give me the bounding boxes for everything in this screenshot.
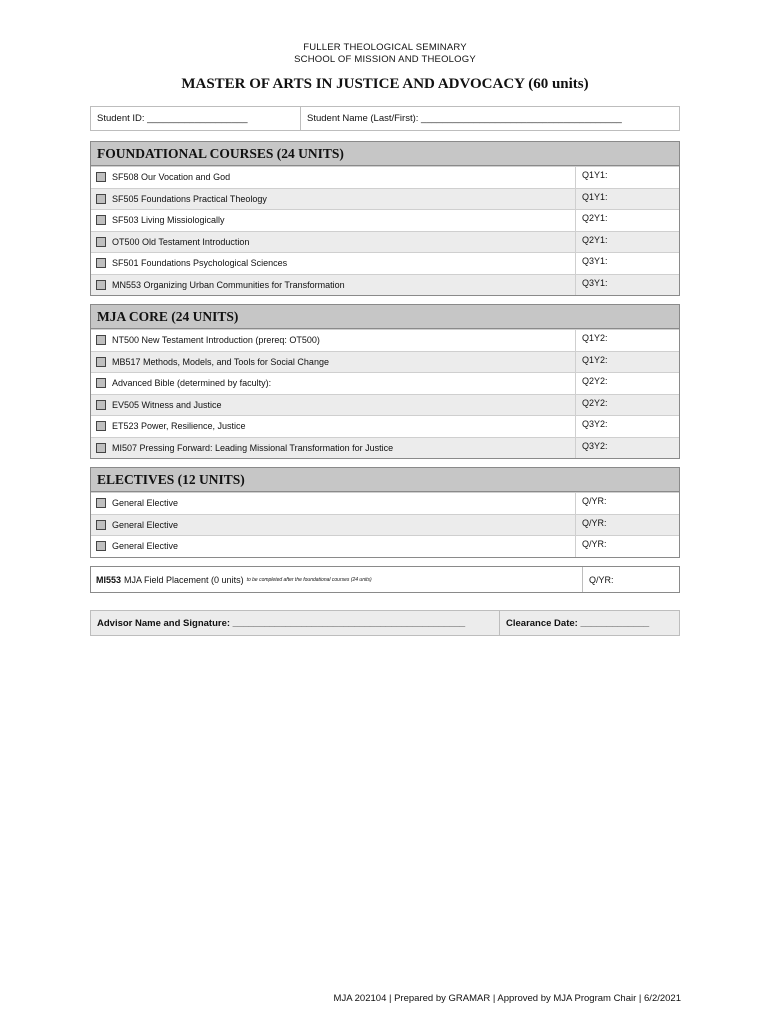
placement-note: to be completed after the foundational courses (24 units) bbox=[246, 576, 372, 583]
course-name: OT500 Old Testament Introduction bbox=[112, 236, 250, 247]
checkbox[interactable] bbox=[96, 172, 106, 182]
course-row bbox=[91, 252, 679, 274]
checkbox[interactable] bbox=[96, 421, 106, 431]
course-row bbox=[91, 492, 679, 514]
student-id-field[interactable]: Student ID: ___________________ bbox=[91, 107, 301, 130]
course-row bbox=[91, 274, 679, 296]
term-field[interactable]: Q1Y2: bbox=[575, 352, 679, 373]
section-electives bbox=[90, 467, 680, 558]
course-name: Advanced Bible (determined by faculty): bbox=[112, 378, 272, 389]
course-name: SF508 Our Vocation and God bbox=[112, 172, 231, 183]
advisor-signature-field[interactable]: Advisor Name and Signature: ____________________________________________ bbox=[91, 611, 500, 635]
placement-code: MI553 bbox=[96, 574, 122, 585]
placement-name: MJA Field Placement (0 units) bbox=[124, 574, 244, 585]
checkbox[interactable] bbox=[96, 335, 106, 345]
course-name: SF503 Living Missiologically bbox=[112, 215, 225, 226]
section-title: MJA CORE (24 UNITS) bbox=[91, 305, 679, 329]
course-row bbox=[91, 415, 679, 437]
term-field[interactable]: Q3Y2: bbox=[575, 416, 679, 437]
course-name: MB517 Methods, Models, and Tools for Social Change bbox=[112, 356, 329, 367]
term-field[interactable]: Q3Y1: bbox=[575, 253, 679, 274]
course-row bbox=[91, 231, 679, 253]
course-name: NT500 New Testament Introduction (prereq: OT500) bbox=[112, 335, 320, 346]
checkbox[interactable] bbox=[96, 237, 106, 247]
course-row bbox=[91, 329, 679, 351]
checkbox[interactable] bbox=[96, 280, 106, 290]
student-info-row bbox=[90, 106, 680, 131]
checkbox[interactable] bbox=[96, 194, 106, 204]
section-title: FOUNDATIONAL COURSES (24 UNITS) bbox=[91, 142, 679, 166]
checkbox[interactable] bbox=[96, 258, 106, 268]
course-row bbox=[91, 394, 679, 416]
course-row bbox=[91, 166, 679, 188]
checkbox[interactable] bbox=[96, 443, 106, 453]
field-placement-row bbox=[90, 566, 680, 593]
course-name: MN553 Organizing Urban Communities for Transformation bbox=[112, 279, 345, 290]
checkbox[interactable] bbox=[96, 357, 106, 367]
term-field[interactable]: Q1Y1: bbox=[575, 167, 679, 188]
clearance-date-field[interactable]: Clearance Date: _____________ bbox=[506, 617, 650, 629]
placement-course bbox=[91, 567, 582, 592]
checkbox[interactable] bbox=[96, 541, 106, 551]
term-field[interactable]: Q/YR: bbox=[575, 493, 679, 514]
checkbox[interactable] bbox=[96, 400, 106, 410]
checkbox[interactable] bbox=[96, 520, 106, 530]
term-field[interactable]: Q/YR: bbox=[575, 536, 679, 557]
course-name: ET523 Power, Resilience, Justice bbox=[112, 421, 246, 432]
course-name: MI507 Pressing Forward: Leading Missional Transformation for Justice bbox=[112, 442, 394, 453]
term-field[interactable]: Q/YR: bbox=[575, 515, 679, 536]
course-name: General Elective bbox=[112, 498, 179, 509]
course-row bbox=[91, 188, 679, 210]
course-name: SF505 Foundations Practical Theology bbox=[112, 193, 267, 204]
term-field[interactable]: Q3Y2: bbox=[575, 438, 679, 459]
institution-name: FULLER THEOLOGICAL SEMINARY bbox=[303, 42, 467, 53]
term-field[interactable]: Q/YR: bbox=[582, 567, 679, 592]
checkbox[interactable] bbox=[96, 498, 106, 508]
section-foundational bbox=[90, 141, 680, 296]
course-row bbox=[91, 514, 679, 536]
school-name: SCHOOL OF MISSION AND THEOLOGY bbox=[294, 54, 476, 65]
term-field[interactable]: Q2Y2: bbox=[575, 395, 679, 416]
document-header bbox=[0, 42, 770, 66]
course-row bbox=[91, 209, 679, 231]
term-field[interactable]: Q1Y1: bbox=[575, 189, 679, 210]
course-row bbox=[91, 351, 679, 373]
term-field[interactable]: Q2Y1: bbox=[575, 210, 679, 231]
course-name: General Elective bbox=[112, 541, 179, 552]
checkbox[interactable] bbox=[96, 378, 106, 388]
checkbox[interactable] bbox=[96, 215, 106, 225]
course-row bbox=[91, 535, 679, 557]
footer-text: MJA 202104 | Prepared by GRAMAR | Approved by MJA Program Chair | 6/2/2021 bbox=[333, 993, 681, 1004]
section-title: ELECTIVES (12 UNITS) bbox=[91, 468, 679, 492]
page-title: MASTER OF ARTS IN JUSTICE AND ADVOCACY (60 units) bbox=[181, 76, 589, 92]
term-field[interactable]: Q3Y1: bbox=[575, 275, 679, 296]
course-row bbox=[91, 437, 679, 459]
course-row bbox=[91, 372, 679, 394]
course-name: EV505 Witness and Justice bbox=[112, 399, 222, 410]
term-field[interactable]: Q2Y2: bbox=[575, 373, 679, 394]
term-field[interactable]: Q2Y1: bbox=[575, 232, 679, 253]
section-mja-core bbox=[90, 304, 680, 459]
course-name: General Elective bbox=[112, 519, 179, 530]
advisor-row bbox=[90, 610, 680, 636]
term-field[interactable]: Q1Y2: bbox=[575, 330, 679, 351]
course-name: SF501 Foundations Psychological Sciences bbox=[112, 258, 288, 269]
student-name-field[interactable]: Student Name (Last/First): ______________________________________ bbox=[307, 113, 622, 124]
